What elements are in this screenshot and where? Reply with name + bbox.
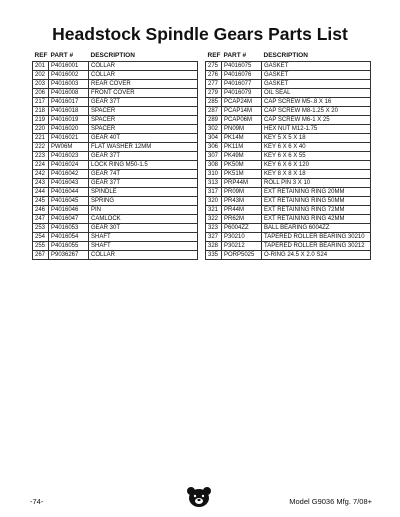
part-number-cell: P4016018 bbox=[49, 107, 89, 116]
description-cell: BALL BEARING 6004ZZ bbox=[262, 224, 371, 233]
description-cell: CAP SCREW M6-1 X 25 bbox=[262, 116, 371, 125]
table-row bbox=[206, 161, 371, 170]
part-number-cell: PR62M bbox=[222, 215, 262, 224]
part-number-cell: PCAP14M bbox=[222, 107, 262, 116]
table-row bbox=[33, 98, 198, 107]
part-number-cell: P4016079 bbox=[222, 89, 262, 98]
part-number-cell: P9036267 bbox=[49, 251, 89, 260]
table-row bbox=[206, 179, 371, 188]
ref-cell: 245 bbox=[33, 197, 49, 206]
ref-cell: 243 bbox=[33, 179, 49, 188]
header-description: DESCRIPTION bbox=[90, 52, 135, 59]
description-cell: GEAR 37T bbox=[89, 98, 198, 107]
part-number-cell: PR44M bbox=[222, 206, 262, 215]
table-row bbox=[33, 188, 198, 197]
ref-cell: 313 bbox=[206, 179, 222, 188]
table-row bbox=[206, 107, 371, 116]
description-cell: KEY 6 X 6 X 40 bbox=[262, 143, 371, 152]
part-number-cell: P4016042 bbox=[49, 170, 89, 179]
table-row bbox=[33, 143, 198, 152]
table-row bbox=[206, 125, 371, 134]
ref-cell: 254 bbox=[33, 233, 49, 242]
part-number-cell: PK49M bbox=[222, 152, 262, 161]
part-number-cell: P4016044 bbox=[49, 188, 89, 197]
ref-cell: 306 bbox=[206, 143, 222, 152]
part-number-cell: P4016008 bbox=[49, 89, 89, 98]
model-label: Model G9036 Mfg. 7/08+ bbox=[289, 497, 372, 506]
table-row bbox=[206, 215, 371, 224]
description-cell: EXT RETAINING RING 20MM bbox=[262, 188, 371, 197]
ref-cell: 206 bbox=[33, 89, 49, 98]
description-cell: COLLAR bbox=[89, 71, 198, 80]
ref-cell: 277 bbox=[206, 80, 222, 89]
description-cell: KEY 5 X 5 X 18 bbox=[262, 134, 371, 143]
parts-table-left bbox=[32, 51, 198, 260]
ref-cell: 222 bbox=[33, 143, 49, 152]
ref-cell: 285 bbox=[206, 98, 222, 107]
table-row bbox=[206, 89, 371, 98]
part-number-cell: PR43M bbox=[222, 197, 262, 206]
part-number-cell: PR09M bbox=[222, 188, 262, 197]
part-number-cell: P4016043 bbox=[49, 179, 89, 188]
part-number-cell: P4016054 bbox=[49, 233, 89, 242]
header-part: PART # bbox=[50, 52, 74, 59]
table-row bbox=[206, 206, 371, 215]
table-row bbox=[33, 80, 198, 89]
part-number-cell: P30212 bbox=[222, 242, 262, 251]
ref-cell: 321 bbox=[206, 206, 222, 215]
part-number-cell: P4016002 bbox=[49, 71, 89, 80]
table-row bbox=[33, 170, 198, 179]
description-cell: SHAFT bbox=[89, 242, 198, 251]
part-number-cell: PRP44M bbox=[222, 179, 262, 188]
table-row bbox=[33, 161, 198, 170]
part-number-cell: P4016019 bbox=[49, 116, 89, 125]
ref-cell: 328 bbox=[206, 242, 222, 251]
ref-cell: 279 bbox=[206, 89, 222, 98]
description-cell: SPACER bbox=[89, 107, 198, 116]
description-cell: GASKET bbox=[262, 80, 371, 89]
part-number-cell: P4016047 bbox=[49, 215, 89, 224]
ref-cell: 201 bbox=[33, 62, 49, 71]
description-cell: EXT RETAINING RING 50MM bbox=[262, 197, 371, 206]
table-row bbox=[33, 62, 198, 71]
description-cell: GASKET bbox=[262, 62, 371, 71]
description-cell: PIN bbox=[89, 206, 198, 215]
description-cell: SHAFT bbox=[89, 233, 198, 242]
table-row bbox=[206, 170, 371, 179]
description-cell: CAP SCREW M8-1.25 X 20 bbox=[262, 107, 371, 116]
ref-cell: 202 bbox=[33, 71, 49, 80]
ref-cell: 287 bbox=[206, 107, 222, 116]
description-cell: KEY 6 X 6 X 55 bbox=[262, 152, 371, 161]
part-number-cell: PCAP24M bbox=[222, 98, 262, 107]
description-cell: GASKET bbox=[262, 71, 371, 80]
ref-cell: 203 bbox=[33, 80, 49, 89]
ref-cell: 247 bbox=[33, 215, 49, 224]
table-row bbox=[33, 233, 198, 242]
description-cell: TAPERED ROLLER BEARING 30212 bbox=[262, 242, 371, 251]
page-number: -74- bbox=[30, 497, 44, 506]
table-row bbox=[33, 197, 198, 206]
description-cell: COLLAR bbox=[89, 251, 198, 260]
ref-cell: 317 bbox=[206, 188, 222, 197]
ref-cell: 323 bbox=[206, 224, 222, 233]
table-row bbox=[206, 143, 371, 152]
table-header-row bbox=[33, 51, 198, 62]
part-number-cell: P4016020 bbox=[49, 125, 89, 134]
description-cell: EXT RETAINING RING 72MM bbox=[262, 206, 371, 215]
ref-cell: 276 bbox=[206, 71, 222, 80]
table-row bbox=[33, 107, 198, 116]
table-row bbox=[33, 125, 198, 134]
ref-cell: 246 bbox=[33, 206, 49, 215]
description-cell: HEX NUT M12-1.75 bbox=[262, 125, 371, 134]
table-row bbox=[206, 152, 371, 161]
part-number-cell: P4016024 bbox=[49, 161, 89, 170]
ref-cell: 242 bbox=[33, 170, 49, 179]
ref-cell: 335 bbox=[206, 251, 222, 260]
description-cell: GEAR 40T bbox=[89, 134, 198, 143]
ref-cell: 304 bbox=[206, 134, 222, 143]
description-cell: GEAR 37T bbox=[89, 152, 198, 161]
description-cell: SPINDLE bbox=[89, 188, 198, 197]
description-cell: COLLAR bbox=[89, 62, 198, 71]
description-cell: GEAR 74T bbox=[89, 170, 198, 179]
part-number-cell: P4016021 bbox=[49, 134, 89, 143]
ref-cell: 219 bbox=[33, 116, 49, 125]
part-number-cell: P4016023 bbox=[49, 152, 89, 161]
description-cell: LOCK RING M50-1.5 bbox=[89, 161, 198, 170]
header-part: PART # bbox=[223, 52, 247, 59]
page-title: Headstock Spindle Gears Parts List bbox=[52, 24, 348, 44]
table-row bbox=[33, 251, 198, 260]
part-number-cell: P4016003 bbox=[49, 80, 89, 89]
description-cell: GEAR 37T bbox=[89, 179, 198, 188]
description-cell: REAR COVER bbox=[89, 80, 198, 89]
table-row bbox=[206, 197, 371, 206]
description-cell: OIL SEAL bbox=[262, 89, 371, 98]
table-row bbox=[206, 116, 371, 125]
part-number-cell: P4016001 bbox=[49, 62, 89, 71]
ref-cell: 224 bbox=[33, 161, 49, 170]
ref-cell: 220 bbox=[33, 125, 49, 134]
table-row bbox=[206, 188, 371, 197]
table-row bbox=[206, 134, 371, 143]
table-row bbox=[33, 152, 198, 161]
description-cell: FLAT WASHER 12MM bbox=[89, 143, 198, 152]
description-cell: KEY 8 X 8 X 18 bbox=[262, 170, 371, 179]
table-row bbox=[206, 251, 371, 260]
description-cell: SPACER bbox=[89, 125, 198, 134]
parts-table-right bbox=[205, 51, 371, 260]
part-number-cell: PN09M bbox=[222, 125, 262, 134]
table-row bbox=[33, 134, 198, 143]
table-row bbox=[33, 71, 198, 80]
description-cell: GEAR 30T bbox=[89, 224, 198, 233]
part-number-cell: PK11M bbox=[222, 143, 262, 152]
ref-cell: 320 bbox=[206, 197, 222, 206]
table-header-row bbox=[206, 51, 371, 62]
header-ref: REF bbox=[34, 52, 48, 59]
table-row bbox=[33, 215, 198, 224]
part-number-cell: PK51M bbox=[222, 170, 262, 179]
ref-cell: 223 bbox=[33, 152, 49, 161]
ref-cell: 308 bbox=[206, 161, 222, 170]
ref-cell: 302 bbox=[206, 125, 222, 134]
header-description: DESCRIPTION bbox=[263, 52, 308, 59]
part-number-cell: P4016017 bbox=[49, 98, 89, 107]
description-cell: SPACER bbox=[89, 116, 198, 125]
table-row bbox=[206, 242, 371, 251]
table-row bbox=[206, 224, 371, 233]
ref-cell: 310 bbox=[206, 170, 222, 179]
description-cell: FRONT COVER bbox=[89, 89, 198, 98]
table-row bbox=[206, 98, 371, 107]
table-row bbox=[33, 224, 198, 233]
part-number-cell: P30210 bbox=[222, 233, 262, 242]
ref-cell: 253 bbox=[33, 224, 49, 233]
table-row bbox=[206, 80, 371, 89]
description-cell: O-RING 24.5 X 2.0 S24 bbox=[262, 251, 371, 260]
part-number-cell: PORP5025 bbox=[222, 251, 262, 260]
description-cell: ROLL PIN 3 X 10 bbox=[262, 179, 371, 188]
ref-cell: 267 bbox=[33, 251, 49, 260]
description-cell: TAPERED ROLLER BEARING 30210 bbox=[262, 233, 371, 242]
ref-cell: 221 bbox=[33, 134, 49, 143]
ref-cell: 307 bbox=[206, 152, 222, 161]
part-number-cell: P4016077 bbox=[222, 80, 262, 89]
table-row bbox=[206, 71, 371, 80]
table-row bbox=[206, 233, 371, 242]
part-number-cell: P4016045 bbox=[49, 197, 89, 206]
ref-cell: 275 bbox=[206, 62, 222, 71]
ref-cell: 217 bbox=[33, 98, 49, 107]
description-cell: CAMLOCK bbox=[89, 215, 198, 224]
ref-cell: 289 bbox=[206, 116, 222, 125]
description-cell: EXT RETAINING RING 42MM bbox=[262, 215, 371, 224]
table-row bbox=[33, 206, 198, 215]
table-row bbox=[33, 116, 198, 125]
description-cell: KEY 6 X 6 X 120 bbox=[262, 161, 371, 170]
table-row bbox=[33, 89, 198, 98]
table-row bbox=[33, 179, 198, 188]
part-number-cell: P4016053 bbox=[49, 224, 89, 233]
table-row bbox=[33, 242, 198, 251]
part-number-cell: PCAP06M bbox=[222, 116, 262, 125]
part-number-cell: P4016046 bbox=[49, 206, 89, 215]
part-number-cell: P6004ZZ bbox=[222, 224, 262, 233]
table-row bbox=[206, 62, 371, 71]
header-ref: REF bbox=[207, 52, 221, 59]
ref-cell: 327 bbox=[206, 233, 222, 242]
part-number-cell: PK14M bbox=[222, 134, 262, 143]
ref-cell: 244 bbox=[33, 188, 49, 197]
part-number-cell: P4016055 bbox=[49, 242, 89, 251]
ref-cell: 218 bbox=[33, 107, 49, 116]
part-number-cell: P4016076 bbox=[222, 71, 262, 80]
description-cell: SPRING bbox=[89, 197, 198, 206]
ref-cell: 322 bbox=[206, 215, 222, 224]
bear-head-icon bbox=[186, 486, 212, 508]
part-number-cell: P4016075 bbox=[222, 62, 262, 71]
part-number-cell: PK50M bbox=[222, 161, 262, 170]
ref-cell: 255 bbox=[33, 242, 49, 251]
description-cell: CAP SCREW M5-.8 X 16 bbox=[262, 98, 371, 107]
part-number-cell: PW06M bbox=[49, 143, 89, 152]
